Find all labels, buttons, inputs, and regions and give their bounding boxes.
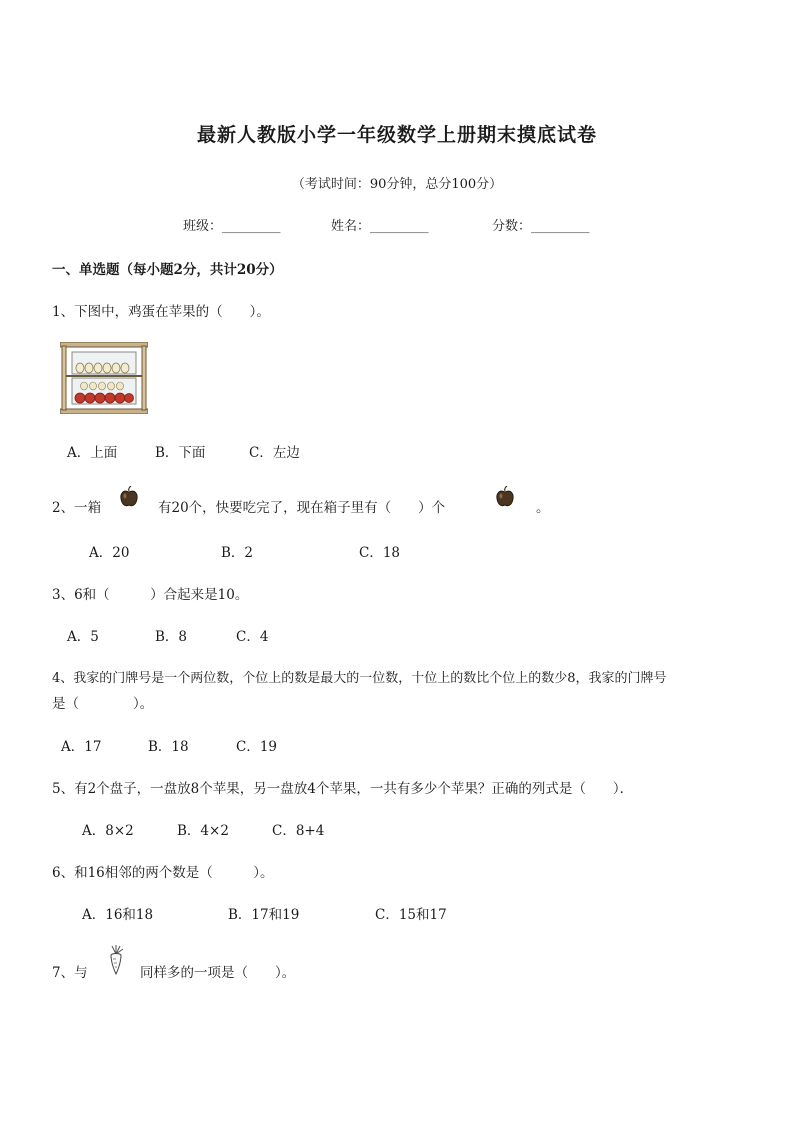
score-field: 分数：_________ bbox=[492, 219, 590, 234]
question-3-text: 3、6和（ ）合起来是10。 bbox=[52, 587, 249, 603]
section-heading: 一、单选题（每小题2分，共计20分） bbox=[52, 262, 283, 278]
q5-option-c[interactable]: C．8+4 bbox=[272, 823, 325, 839]
q6-option-b[interactable]: B．17和19 bbox=[228, 907, 300, 923]
q5-option-a[interactable]: A．8×2 bbox=[82, 823, 134, 839]
q3-option-a[interactable]: A．5 bbox=[67, 629, 99, 645]
exam-subtitle: （考试时间：90分钟，总分100分） bbox=[291, 177, 503, 192]
q4-option-a[interactable]: A．17 bbox=[61, 739, 102, 755]
question-1-text: 1、下图中，鸡蛋在苹果的（ ）。 bbox=[52, 304, 270, 320]
q4-option-c[interactable]: C．19 bbox=[236, 739, 278, 755]
carrot-icon bbox=[104, 944, 128, 976]
q3-option-c[interactable]: C．4 bbox=[236, 629, 269, 645]
name-field: 姓名：_________ bbox=[331, 219, 429, 234]
q2-option-b[interactable]: B．2 bbox=[221, 545, 254, 561]
question-2-text-start: 2、一箱 bbox=[52, 500, 102, 516]
q2-option-c[interactable]: C．18 bbox=[359, 545, 401, 561]
question-4-text-line2: 是（ ）。 bbox=[52, 696, 154, 712]
q6-option-a[interactable]: A．16和18 bbox=[82, 907, 154, 923]
q4-option-b[interactable]: B．18 bbox=[148, 739, 189, 755]
q1-option-b[interactable]: B．下面 bbox=[155, 445, 206, 461]
question-5-text: 5、有2个盘子，一盘放8个苹果，另一盘放4个苹果，一共有多少个苹果？正确的列式是（ ）． bbox=[52, 781, 634, 797]
q3-option-b[interactable]: B．8 bbox=[155, 629, 188, 645]
question-2-text-middle: 有20个，快要吃完了，现在箱子里有（ ）个 bbox=[158, 500, 446, 516]
q5-option-b[interactable]: B．4×2 bbox=[177, 823, 229, 839]
question-2-text-end: 。 bbox=[536, 500, 550, 516]
question-4-text-line1: 4、我家的门牌号是一个两位数，个位上的数是最大的一位数，十位上的数比个位上的数少8，我家的门牌号 bbox=[52, 671, 667, 686]
apple-icon bbox=[495, 486, 515, 508]
exam-title: 最新人教版小学一年级数学上册期末摸底试卷 bbox=[196, 124, 597, 146]
q1-option-a[interactable]: A．上面 bbox=[67, 445, 118, 461]
class-field: 班级：_________ bbox=[183, 219, 281, 234]
q6-option-c[interactable]: C．15和17 bbox=[375, 907, 447, 923]
egg-apple-shelf-image bbox=[60, 342, 148, 414]
question-7-text-end: 同样多的一项是（ ）。 bbox=[140, 965, 296, 981]
apple-icon bbox=[119, 486, 139, 508]
question-6-text: 6、和16相邻的两个数是（ ）。 bbox=[52, 865, 274, 881]
question-7-text-start: 7、与 bbox=[52, 965, 88, 981]
q1-option-c[interactable]: C．左边 bbox=[249, 445, 300, 461]
q2-option-a[interactable]: A．20 bbox=[89, 545, 130, 561]
